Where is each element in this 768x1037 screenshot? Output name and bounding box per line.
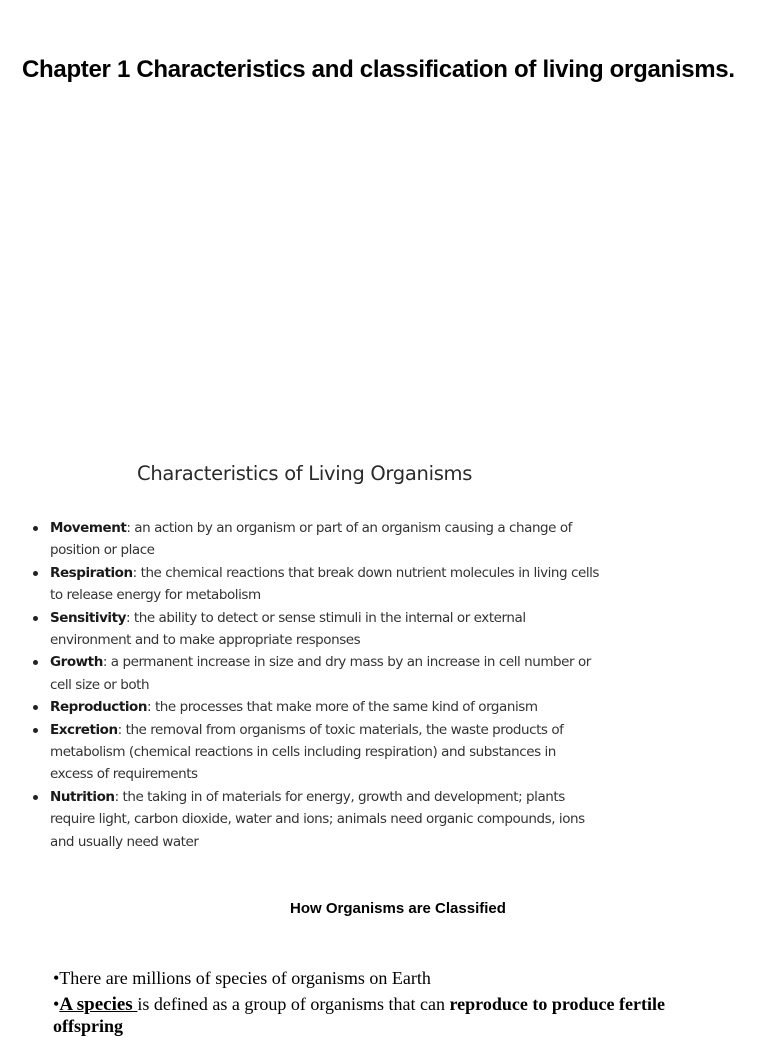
definition: : the ability to detect or sense stimuli in the internal or external: [125, 609, 526, 626]
term: Respiration: [50, 564, 133, 581]
list-item-sensitivity: [50, 607, 650, 652]
definition: : the taking in of materials for energy, growth and development; plants: [114, 788, 565, 805]
characteristics-heading: Characteristics of Living Organisms: [137, 462, 473, 485]
bullet-icon: [33, 616, 38, 621]
species-definition-line: [53, 994, 665, 1016]
classification-heading: How Organisms are Classified: [290, 900, 506, 917]
term: Sensitivity: [50, 609, 126, 626]
list-item-reproduction: [50, 696, 650, 718]
list-item-movement: [50, 517, 650, 562]
definition: : an action by an organism or part of an organism causing a change of: [126, 520, 572, 536]
term: Movement: [50, 520, 127, 536]
bullet: •: [53, 994, 60, 1014]
definition-cont: excess of requirements: [50, 766, 198, 783]
bullet-icon: [33, 526, 38, 531]
species-term: A species: [59, 994, 138, 1015]
definition-cont: cell size or both: [50, 676, 150, 693]
definition-cont: position or place: [50, 542, 155, 559]
definition-cont: require light, carbon dioxide, water and ions; animals need organic compounds, ions: [50, 811, 585, 828]
list-item-respiration: [50, 562, 650, 607]
list-item-excretion: [50, 719, 650, 786]
term: Nutrition: [50, 788, 115, 805]
definition-cont: environment and to make appropriate responses: [50, 632, 361, 649]
definition: : the removal from organisms of toxic materials, the waste products of: [117, 721, 564, 738]
list-item-nutrition: [50, 786, 650, 853]
species-definition-cont: offspring: [53, 1016, 124, 1036]
bullet-icon: [33, 660, 38, 665]
bullet-icon: [33, 795, 38, 800]
bullet-icon: [33, 571, 38, 576]
bullet-icon: [33, 705, 38, 710]
species-definition-bold: reproduce to produce fertile: [449, 994, 665, 1014]
chapter-title: Chapter 1 Characteristics and classification of living organisms.: [22, 56, 735, 83]
definition-cont: to release energy for metabolism: [50, 587, 261, 604]
term: Excretion: [50, 721, 118, 738]
term: Reproduction: [50, 699, 147, 716]
term: Growth: [50, 654, 103, 671]
definition: : the processes that make more of the same kind of organism: [147, 699, 538, 716]
characteristics-list: [50, 517, 650, 853]
bullet-icon: [33, 728, 38, 733]
definition-cont: and usually need water: [50, 833, 199, 850]
list-item-growth: [50, 651, 650, 696]
definition-cont: metabolism (chemical reactions in cells including respiration) and substances in: [50, 744, 556, 761]
species-definition-text: is defined as a group of organisms that can: [137, 994, 450, 1014]
species-count-line: •There are millions of species of organisms on Earth: [53, 968, 431, 988]
definition: : the chemical reactions that break down nutrient molecules in living cells: [132, 564, 600, 581]
definition: : a permanent increase in size and dry mass by an increase in cell number or: [102, 654, 591, 671]
